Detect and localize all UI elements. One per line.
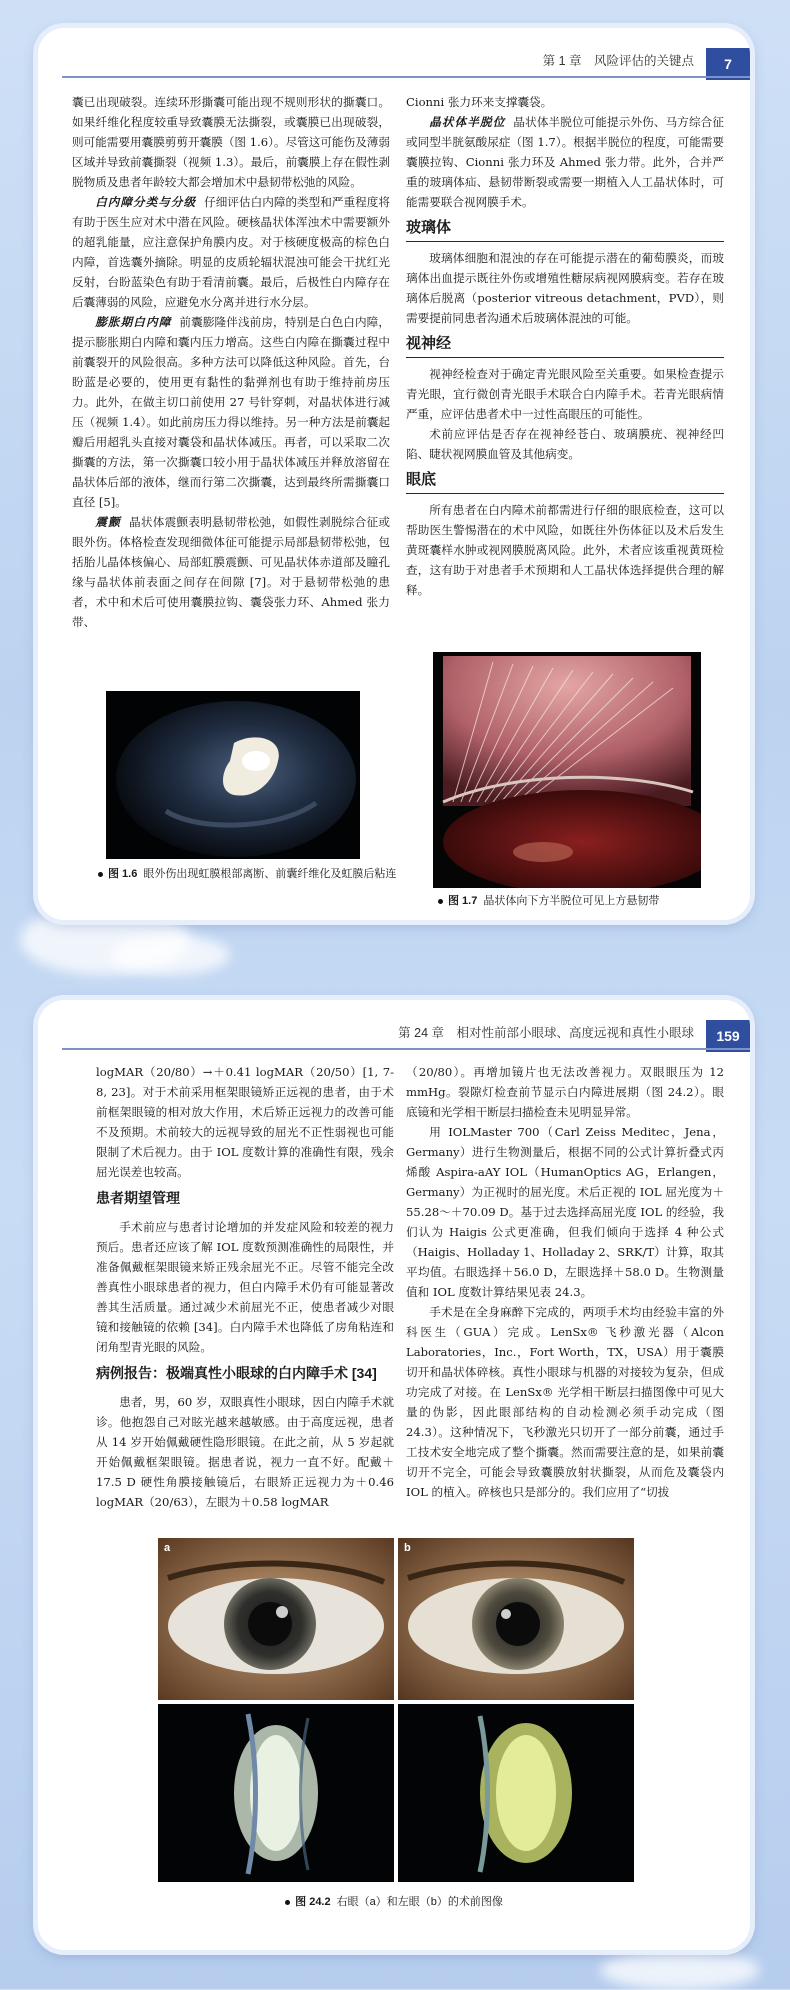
eye-photo-left: [398, 1538, 634, 1700]
book-page-7: [38, 28, 750, 920]
paragraph: Cionni 张力环来支撑囊袋。: [406, 95, 553, 109]
figure-24-2-panel-b-top: [398, 1538, 634, 1700]
paragraph-text: 前囊膨隆伴浅前房，特别是白色白内障，提示膨胀期白内障和囊内压力增高。这些白内障在撕囊过程中前囊裂开的风险很高。多种方法可以降低这种风险。首先，台盼蓝是必要的，使用更有黏性的黏弹剂也有助于维持前房压力。此外，在做主切口前使用 27 号针穿刺，对晶状体进行减压（视频 1.4）。如此前房压力得以维持。另一种方法是前囊起瓣后用超乳头直接对囊袋和晶状体减压。再者，可以采取二次撕囊的方法，第一次撕囊口较小用于晶状体减压并释放溶留在晶状体后部的液体，继而行第二次撕囊，达到最终所需撕囊口直径 [5]。: [72, 315, 390, 509]
paragraph: logMAR（20/80）→＋0.41 logMAR（20/50）[1, 7-8, 23]。对于术前采用框架眼镜矫正远视的患者，由于术前框架眼镜的相对放大作用，术后矫正远视力的改善可能不及预期。术前较大的远视导致的屈光不正性弱视也可能限制了术后视力。由于 IOL 度数计算的准确性有限，残余屈光误差也较高。: [96, 1065, 394, 1179]
paragraph: 术前应评估是否存在视神经苍白、玻璃膜疣、视神经凹陷、睫状视网膜血管及其他病变。: [406, 427, 724, 461]
book-page-159: [38, 1000, 750, 1950]
right-column: [406, 1062, 724, 1502]
paragraph-text: 晶状体震颤表明悬韧带松弛，如假性剥脱综合征或眼外伤。体格检查发现细微体征可能提示局部悬韧带松弛，包括胎儿晶体核偏心、局部虹膜震颤、可见晶状体赤道部及瞳孔缘与晶状体前表面之间存在间隙 [7]。对于悬韧带松弛的患者，术中和术后可使用囊膜拉钩、囊袋张力环、Ahmed 张力带、: [72, 515, 390, 629]
section-heading: 眼底: [406, 470, 724, 494]
section-heading: 病例报告：极端真性小眼球的白内障手术 [34]: [96, 1365, 377, 1381]
paragraph-text: 晶状体半脱位可能提示外伤、马方综合征或同型半胱氨酸尿症（图 1.7）。根据半脱位的程度，可能需要囊膜拉钩、Cionni 张力环及 Ahmed 张力带。此外，合并严重的玻璃体疝、悬韧带断裂或需要一期植入人工晶状体时，可能需要联合视网膜手术。: [406, 115, 724, 209]
figure-24-2-panel-b-bottom: [398, 1704, 634, 1882]
figure-24-2-caption: [38, 1894, 750, 1911]
paragraph: [72, 512, 390, 632]
right-column: [406, 92, 724, 600]
section-heading: 玻璃体: [406, 218, 724, 242]
slit-lamp-photo-right: [158, 1704, 394, 1882]
paragraph-text: 仔细评估白内障的类型和严重程度将有助于医生应对术中潜在风险。硬核晶状体浑浊术中需要额外的超乳能量，应注意保护角膜内皮。对于核硬度极高的棕色白内障，首选囊外摘除。明显的皮质轮辐状混浊可能会干扰红光反射，台盼蓝染色有助于看清前囊。最后，后极性白内障存在后囊薄弱的风险，应避免水分离并进行水分层。: [72, 195, 390, 309]
chapter-title: 第 24 章 相对性前部小眼球、高度远视和真性小眼球: [398, 1026, 694, 1040]
panel-label: b: [404, 1542, 411, 1554]
figure-24-2-panel-a-bottom: [158, 1704, 394, 1882]
eye-photo-right: [158, 1538, 394, 1700]
caption-text: 晶状体向下方半脱位可见上方悬韧带: [483, 895, 660, 907]
section-heading: 患者期望管理: [96, 1190, 180, 1206]
caption-text: 右眼（a）和左眼（b）的术前图像: [336, 1896, 503, 1908]
paragraph: [72, 312, 390, 512]
eye-photo-lens-subluxation: [433, 652, 701, 888]
background-cloud: [110, 935, 230, 975]
paragraph: 所有患者在白内障术前都需进行仔细的眼底检查，这可以帮助医生警惕潜在的术中风险，如既往外伤体征以及术后发生黄斑囊样水肿或视网膜脱离风险。此外，术者应该重视黄斑检查，这有助于对患者手术预期和人工晶状体选择提供合理的解释。: [406, 503, 724, 597]
caption-label: 图 24.2: [295, 1896, 331, 1908]
paragraph: 手术是在全身麻醉下完成的，两项手术均由经验丰富的外科医生（GUA）完成。LenSx® 飞秒激光器（Alcon Laboratories，Inc.，Fort Worth，TX，USA）用于囊膜切开和晶状体碎核。真性小眼球与机器的对接较为复杂，但成功完成了对接。在 LenSx® 光学相干断层扫描图像中可见大量的伪影，因此眼部结构的自动检测必须手动完成（图 24.3）。这种情况下，飞秒激光只切开了一部分前囊，通过手工技术安全地完成了整个撕囊。然而需要注意的是，如果前囊切开不完全，可能会导致囊膜放射状撕裂，从而危及囊袋内 IOL 的植入。碎核也只是部分的。我们应用了“切拔: [406, 1305, 724, 1499]
slit-lamp-photo-left: [398, 1704, 634, 1882]
left-column: [72, 92, 390, 632]
figure-1-7-caption: [438, 893, 738, 910]
header-rule: [62, 1048, 750, 1050]
background-cloud: [600, 1950, 760, 1990]
paragraph: （20/80）。再增加镜片也无法改善视力。双眼眼压为 12 mmHg。裂隙灯检查前节显示白内障进展期（图 24.2）。眼底镜和光学相干断层扫描检查未见明显异常。: [406, 1065, 724, 1119]
paragraph: 玻璃体细胞和混浊的存在可能提示潜在的葡萄膜炎，而玻璃体出血提示既往外伤或增殖性糖尿病视网膜病变。若存在玻璃体后脱离（posterior vitreous detachment，PVD），则需要提前同患者沟通术后玻璃体混浊的可能。: [406, 251, 724, 325]
paragraph: 视神经检查对于确定青光眼风险至关重要。如果检查提示青光眼，宜行微创青光眼手术联合白内障手术。若青光眼病情严重，应评估患者术中一过性高眼压的可能性。: [406, 367, 724, 421]
eye-photo-iris-dialysis: [106, 691, 360, 859]
section-heading: 视神经: [406, 334, 724, 358]
figure-24-2-panel-a-top: [158, 1538, 394, 1700]
paragraph-lead: 晶状体半脱位: [429, 115, 506, 129]
chapter-title: 第 1 章 风险评估的关键点: [542, 54, 694, 68]
paragraph: [406, 112, 724, 212]
paragraph-lead: 膨胀期白内障: [95, 315, 172, 329]
caption-label: 图 1.7: [448, 895, 478, 907]
paragraph: [72, 192, 390, 312]
figure-1-7-image: [433, 652, 701, 888]
page-number: 159: [706, 1020, 750, 1052]
caption-text: 眼外伤出现虹膜根部离断、前囊纤维化及虹膜后粘连: [143, 868, 397, 880]
paragraph-lead: 白内障分类与分级: [95, 195, 197, 209]
paragraph: 患者，男，60 岁，双眼真性小眼球，因白内障手术就诊。他抱怨自己对眩光越来越敏感。由于高度远视，患者从 14 岁开始佩戴硬性隐形眼镜。在此之前，从 5 岁起就开始佩戴框架眼镜。据患者说，视力一直不好。配戴＋17.5 D 硬性角膜接触镜后，右眼矫正远视力为＋0.46 logMAR（20/63），左眼为＋0.58 logMAR: [96, 1395, 394, 1509]
paragraph: 用 IOLMaster 700（Carl Zeiss Meditec，Jena，Germany）进行生物测量后，根据不同的公式计算折叠式丙烯酸 Aspira-aAY IOL（HumanOptics AG，Erlangen，Germany）为正视时的屈光度。术后正视的 IOL 屈光度为＋55.28～＋70.09 D。基于过去选择高屈光度 IOL 的经验，我们认为 Haigis 公式更准确，但我们倾向于选择 4 种公式（Haigis、Holladay 1、Holladay 2、SRK/T）计算，取其平均值。右眼选择＋56.0 D，左眼选择＋58.0 D。生物测量值和 IOL 度数计算结果见表 24.3。: [406, 1125, 724, 1299]
left-column: [96, 1062, 394, 1512]
figure-1-6-image: [106, 691, 360, 859]
header-rule: [62, 76, 750, 78]
panel-label: a: [164, 1542, 171, 1554]
paragraph-lead: 震颤: [95, 515, 121, 529]
page-number: 7: [706, 48, 750, 80]
caption-label: 图 1.6: [108, 868, 138, 880]
figure-1-6-caption: [98, 866, 398, 883]
paragraph: 手术前应与患者讨论增加的并发症风险和较差的视力预后。患者还应该了解 IOL 度数预测准确性的局限性，并准备佩戴框架眼镜来矫正残余屈光不正。尽管不能完全改善真性小眼球患者的视力，但白内障手术仍有可能显著改善其生活质量。通过减少术前屈光不正，使患者减少对眼镜和接触镜的依赖 [34]。白内障手术也降低了房角粘连和闭角型青光眼的风险。: [96, 1220, 394, 1354]
paragraph: 囊已出现破裂。连续环形撕囊可能出现不规则形状的撕囊口。如果纤维化程度较重导致囊膜无法撕裂，或囊膜已出现破裂，则可能需要用囊膜剪剪开囊膜（图 1.6）。尽管这可能伤及薄弱区域并导致前囊撕裂（视频 1.3）。最后，前囊膜上存在假性剥脱物质及患者年龄较大都会增加术中悬韧带松弛的风险。: [72, 95, 390, 189]
